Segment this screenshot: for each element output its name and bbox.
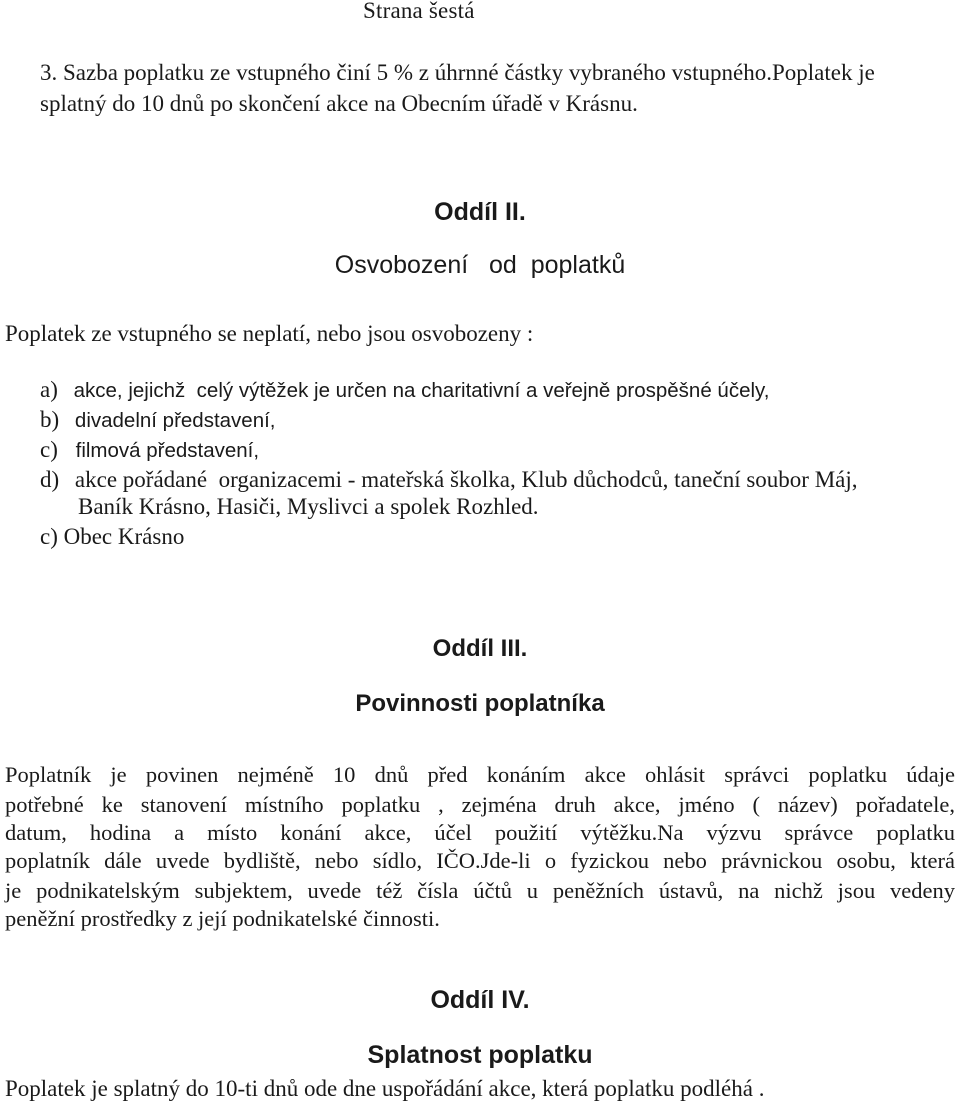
list-item-marker: b) [40,407,60,432]
list-item-text: divadelní představení, [74,409,276,432]
section-3-line-6: peněžní prostředky z její podnikatelské činnosti. [5,906,440,931]
section-3-line-2: potřebné ke stanovení místního poplatku , zejména druh akce, jméno ( název) pořadatele, [5,792,955,817]
section-3-line-3: datum, hodina a místo konání akce, účel použití výtěžku.Na výzvu správce poplatku [5,820,955,845]
list-item [40,467,858,493]
list-item-extra: c) Obec Krásno [40,524,185,549]
list-item-marker: a) [40,377,58,402]
list-item [40,407,276,433]
list-item-text: akce, jejichž celý výtěžek je určen na charitativní a veřejně prospěšné účely, [73,379,770,402]
list-item [40,377,769,403]
section-3-title: Povinnosti poplatníka [355,690,605,717]
clause-3-line-1: 3. Sazba poplatku ze vstupného činí 5 % z úhrnné částky vybraného vstupného.Poplatek je [40,60,875,85]
clause-3-line-2: splatný do 10 dnů po skončení akce na Obecním úřadě v Krásnu. [40,91,638,116]
section-2-number: Oddíl II. [434,198,526,226]
section-2-title: Osvobození od poplatků [334,251,626,279]
list-item-marker: d) [40,467,60,492]
section-3-line-1: Poplatník je povinen nejméně 10 dnů před konáním akce ohlásit správci poplatku údaje [5,762,955,787]
section-2-intro: Poplatek ze vstupného se neplatí, nebo jsou osvobozeny : [5,321,534,346]
list-item-text: filmová představení, [75,439,260,462]
section-4-number: Oddíl IV. [430,986,530,1014]
page-label: Strana šestá [363,0,475,23]
section-4-text: Poplatek je splatný do 10-ti dnů ode dne uspořádání akce, která poplatku podléhá . [5,1076,765,1101]
list-item-marker: c) [40,437,58,462]
list-item-continuation: Baník Krásno, Hasiči, Myslivci a spolek Rozhled. [78,494,539,519]
section-4-title: Splatnost poplatku [367,1041,593,1069]
section-3-line-5: je podnikatelským subjektem, uvede též čísla účtů u peněžních ústavů, na nichž jsou vedeny [5,878,955,903]
list-item [40,437,259,463]
list-item-text: akce pořádané organizacemi - mateřská školka, Klub důchodců, taneční soubor Máj, [74,467,858,492]
section-3-line-4: poplatník dále uvede bydliště, nebo sídlo, IČO.Jde-li o fyzickou nebo právnickou osobu, která [5,848,955,873]
section-3-number: Oddíl III. [432,635,528,662]
